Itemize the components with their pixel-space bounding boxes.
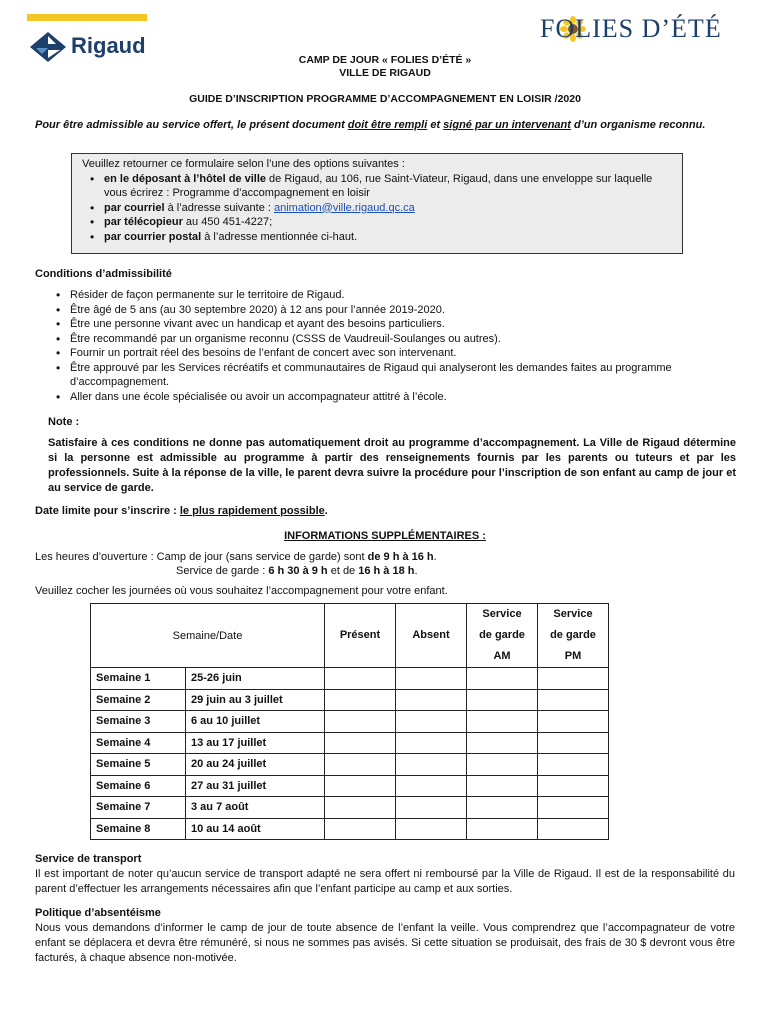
present-checkbox[interactable] [325, 689, 396, 711]
return-options-intro: Veuillez retourner ce formulaire selon l’une des options suivantes : [82, 158, 405, 170]
condition-item: • Résider de façon permanente sur le territoire de Rigaud. [48, 288, 738, 303]
hours-camp-value: de 9 h à 16 h [367, 551, 434, 563]
present-checkbox[interactable] [325, 754, 396, 776]
table-row [91, 689, 609, 711]
intro-text-3: et [427, 119, 444, 131]
condition-item: • Fournir un portrait réel des besoins de l’enfant de concert avec son intervenant. [48, 346, 738, 361]
daycare-am-checkbox[interactable] [467, 754, 538, 776]
folies-dete-logo-text: FOLIES D’ÉTÉ [540, 14, 722, 43]
daycare-pm-checkbox[interactable] [538, 754, 609, 776]
week-label: Semaine 4 [91, 732, 186, 754]
daycare-pm-checkbox[interactable] [538, 797, 609, 819]
conditions-list [48, 288, 738, 404]
daycare-am-checkbox[interactable] [467, 689, 538, 711]
present-checkbox[interactable] [325, 818, 396, 840]
week-label: Semaine 8 [91, 818, 186, 840]
col-am-header [467, 604, 538, 668]
return-options-list [82, 172, 672, 245]
folies-dete-logo [540, 12, 740, 52]
condition-item: • Aller dans une école spécialisée ou avoir un accompagnateur attitré à l’école. [48, 390, 738, 405]
intro-text-2: doit être rempli [347, 119, 428, 131]
intro-text-1: Pour être admissible au service offert, le présent document [35, 119, 348, 131]
daycare-pm-checkbox[interactable] [538, 818, 609, 840]
present-checkbox[interactable] [325, 732, 396, 754]
absent-checkbox[interactable] [396, 668, 467, 690]
present-checkbox[interactable] [325, 668, 396, 690]
return-option-email-label: par courriel [104, 201, 165, 214]
week-dates: 6 au 10 juillet [186, 711, 325, 733]
hours-camp-line [35, 551, 437, 563]
col-pm-line3: PM [564, 650, 582, 662]
daycare-pm-checkbox[interactable] [538, 668, 609, 690]
week-dates: 20 au 24 juillet [186, 754, 325, 776]
header-accent-bar [27, 14, 147, 21]
conditions-title: Conditions d’admissibilité [35, 268, 172, 280]
return-options-box [71, 153, 683, 254]
week-dates: 13 au 17 juillet [186, 732, 325, 754]
present-checkbox[interactable] [325, 775, 396, 797]
return-option-mail-text: à l’adresse mentionnée ci-haut. [201, 230, 358, 243]
absent-checkbox[interactable] [396, 754, 467, 776]
absent-checkbox[interactable] [396, 775, 467, 797]
col-week-header: Semaine/Date [91, 604, 325, 668]
hours-daycare-end: . [414, 565, 418, 577]
transport-title: Service de transport [35, 853, 142, 865]
absent-checkbox[interactable] [396, 818, 467, 840]
col-pm-header [538, 604, 609, 668]
daycare-pm-checkbox[interactable] [538, 732, 609, 754]
hours-daycare-line [176, 565, 418, 577]
intro-text-5: d’un organisme reconnu. [570, 119, 706, 131]
hours-camp-end: . [433, 551, 437, 563]
return-option-fax-text: au 450 451-4227; [182, 216, 273, 228]
col-pm-line2: de garde [550, 629, 596, 641]
table-row [91, 668, 609, 690]
absent-checkbox[interactable] [396, 797, 467, 819]
table-row [91, 711, 609, 733]
deadline-end: . [324, 505, 328, 517]
return-option-deposit-text: de Rigaud, au 106, rue Saint-Viateur, Rigaud, dans une enveloppe sur laquelle vous écrirez : Programme d’accompagnement en loisir [104, 172, 653, 199]
return-option-email-text: à l’adresse suivante : [164, 201, 274, 214]
col-am-line2: de garde [479, 629, 525, 641]
deadline-label: Date limite pour s’inscrire : [35, 505, 180, 517]
week-label: Semaine 6 [91, 775, 186, 797]
return-option-fax [82, 215, 672, 230]
week-label: Semaine 5 [91, 754, 186, 776]
col-am-line1: Service [482, 608, 522, 620]
daycare-am-checkbox[interactable] [467, 668, 538, 690]
week-dates: 3 au 7 août [186, 797, 325, 819]
return-option-deposit-label: en le déposant à l’hôtel de ville [104, 172, 266, 185]
return-option-email [82, 201, 672, 216]
week-label: Semaine 3 [91, 711, 186, 733]
daycare-pm-checkbox[interactable] [538, 711, 609, 733]
absent-checkbox[interactable] [396, 689, 467, 711]
absent-checkbox[interactable] [396, 711, 467, 733]
return-option-deposit [82, 172, 672, 201]
table-row [91, 754, 609, 776]
email-link[interactable]: animation@ville.rigaud.qc.ca [273, 201, 415, 214]
daycare-am-checkbox[interactable] [467, 711, 538, 733]
intro-text-4: signé par un intervenant [443, 119, 571, 131]
daycare-am-checkbox[interactable] [467, 818, 538, 840]
rigaud-logo-text: Rigaud [71, 33, 146, 58]
absence-body: Nous vous demandons d’informer le camp de jour de toute absence de l’enfant la veille. Vous comprendrez que l’accompagnateur de votre enfant se déplacera et devra être rémunéré, si nous ne sommes pas avisés. Si cette situation se produisait, des frais de 30 $ devront vous être facturés, à chaque absence non-motivée. [35, 922, 735, 964]
present-checkbox[interactable] [325, 711, 396, 733]
table-row [91, 797, 609, 819]
col-absent-header: Absent [396, 604, 467, 668]
deadline-line [35, 505, 328, 517]
week-label: Semaine 1 [91, 668, 186, 690]
guide-title: GUIDE D’INSCRIPTION PROGRAMME D’ACCOMPAGNEMENT EN LOISIR /2020 [189, 93, 581, 105]
camp-title: CAMP DE JOUR « FOLIES D’ÉTÉ » [298, 54, 472, 66]
deadline-value: le plus rapidement possible [179, 505, 325, 517]
daycare-am-checkbox[interactable] [467, 732, 538, 754]
week-dates: 27 au 31 juillet [186, 775, 325, 797]
week-label: Semaine 2 [91, 689, 186, 711]
hours-daycare-morning: 6 h 30 à 9 h [268, 565, 328, 577]
condition-item: • Être recommandé par un organisme reconnu (CSSS de Vaudreuil-Soulanges ou autres). [48, 332, 738, 347]
info-title: INFORMATIONS SUPPLÉMENTAIRES : [284, 530, 486, 542]
absence-title: Politique d’absentéisme [35, 907, 161, 919]
note-title: Note : [48, 416, 80, 428]
table-row [91, 732, 609, 754]
present-checkbox[interactable] [325, 797, 396, 819]
transport-body: Il est important de noter qu’aucun service de transport adapté ne sera offert ni remboursé par la Ville de Rigaud. Il est de la responsabilité du parent d’effectuer les arrangements nécessaires afin que l’enfant participe au camp et aux sorties. [35, 868, 735, 895]
week-dates: 29 juin au 3 juillet [186, 689, 325, 711]
intro-paragraph [35, 118, 735, 132]
absent-checkbox[interactable] [396, 732, 467, 754]
table-row [91, 818, 609, 840]
hours-camp-label: Les heures d’ouverture : Camp de jour (sans service de garde) sont [35, 551, 368, 563]
weeks-table [90, 603, 609, 840]
daycare-am-checkbox[interactable] [467, 797, 538, 819]
col-am-line3: AM [493, 650, 511, 662]
note-body: Satisfaire à ces conditions ne donne pas automatiquement droit au programme d’accompagnement. La Ville de Rigaud détermine si la personne est admissible au programme à partir des renseignements fournis par les parents ou tuteurs et par les professionnels. Suite à la réponse de la ville, le parent devra suivre la procédure pour l’inscription de son enfant au camp de jour et au service de garde. [48, 437, 736, 494]
col-pm-line1: Service [553, 608, 593, 620]
daycare-pm-checkbox[interactable] [538, 775, 609, 797]
week-dates: 10 au 14 août [186, 818, 325, 840]
city-title: VILLE DE RIGAUD [339, 67, 431, 79]
table-header-row [91, 604, 609, 668]
condition-item: • Être une personne vivant avec un handicap et ayant des besoins particuliers. [48, 317, 738, 332]
return-option-mail [82, 230, 672, 245]
hours-daycare-mid: et de [327, 565, 359, 577]
col-present-header: Présent [325, 604, 396, 668]
table-row [91, 775, 609, 797]
week-dates: 25-26 juin [186, 668, 325, 690]
hours-daycare-evening: 16 h à 18 h [358, 565, 415, 577]
daycare-am-checkbox[interactable] [467, 775, 538, 797]
daycare-pm-checkbox[interactable] [538, 689, 609, 711]
return-option-fax-label: par télécopieur [104, 216, 183, 228]
week-label: Semaine 7 [91, 797, 186, 819]
condition-item: • Être âgé de 5 ans (au 30 septembre 2020) à 12 ans pour l’année 2019-2020. [48, 303, 738, 318]
hours-daycare-label: Service de garde : [176, 565, 269, 577]
check-instructions: Veuillez cocher les journées où vous souhaitez l’accompagnement pour votre enfant. [35, 585, 448, 597]
return-option-mail-label: par courrier postal [104, 230, 202, 243]
condition-item: • Être approuvé par les Services récréatifs et communautaires de Rigaud qui analyseront les demandes faites au programme d’accompagnement. [48, 361, 738, 390]
